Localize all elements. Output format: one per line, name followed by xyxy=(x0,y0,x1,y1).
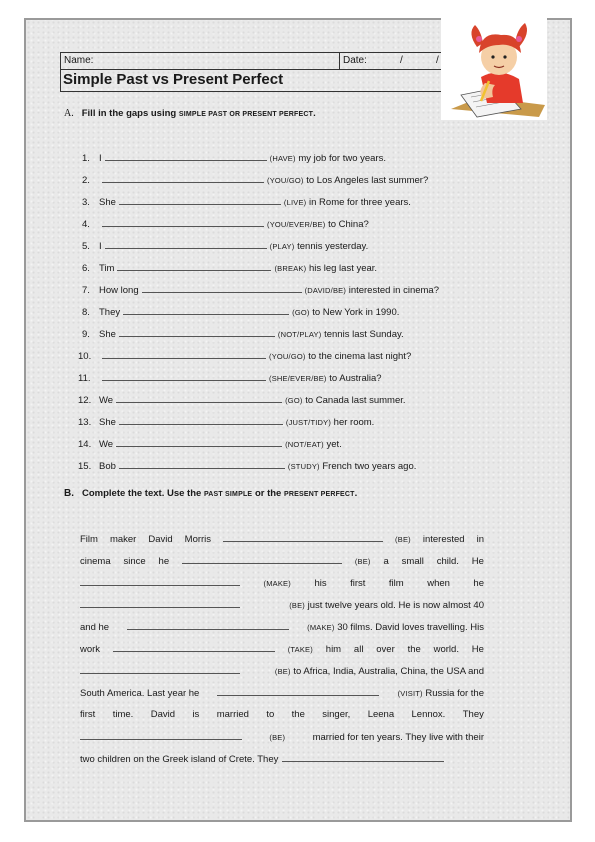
paragraph-text: child. xyxy=(436,556,459,567)
date-separator: / xyxy=(400,55,403,66)
name-label: Name: xyxy=(64,55,94,66)
instruction-term: PRESENT PERFECT xyxy=(283,491,355,498)
paragraph-text: him xyxy=(325,644,342,655)
verb-hint: (STUDY) xyxy=(287,462,320,471)
answer-blank[interactable] xyxy=(217,687,379,696)
answer-blank[interactable] xyxy=(105,152,267,161)
paragraph-line xyxy=(80,731,484,744)
sentence-text: Tim xyxy=(99,263,115,274)
exercise-sentence xyxy=(78,394,406,407)
verb-hint: (YOU/GO) xyxy=(267,176,304,185)
paragraph-line xyxy=(80,577,484,590)
paragraph-text: in xyxy=(476,534,484,545)
paragraph-text: married for ten years. They live with their xyxy=(312,732,484,743)
verb-hint: (BREAK) xyxy=(274,264,307,273)
verb-hint-text: (MAKE) 30 films. David loves travelling. His xyxy=(307,622,484,633)
answer-blank[interactable] xyxy=(116,394,282,403)
sentence-text: to the cinema last night? xyxy=(305,351,412,362)
paragraph-text: Leena xyxy=(367,709,395,720)
paragraph-text: all xyxy=(353,644,364,655)
paragraph-text: cinema xyxy=(80,556,111,567)
section-b-instruction xyxy=(64,488,357,499)
sentence-text: interested in cinema? xyxy=(346,285,440,296)
paragraph-text: his xyxy=(314,578,327,589)
answer-blank[interactable] xyxy=(123,306,289,315)
paragraph-line xyxy=(80,599,484,612)
verb-hint: (NOT/PLAY) xyxy=(277,330,322,339)
answer-blank[interactable] xyxy=(116,438,282,447)
verb-hint-text: (BE) xyxy=(269,733,286,742)
section-a-instruction xyxy=(64,108,316,119)
paragraph-text: over xyxy=(376,644,395,655)
paragraph-text: he xyxy=(158,556,170,567)
exercise-sentence xyxy=(82,152,386,165)
section-letter: A. xyxy=(64,108,74,119)
sentence-text: in Rome for three years. xyxy=(306,197,411,208)
instruction-text: . xyxy=(313,108,316,119)
exercise-sentence xyxy=(82,174,428,187)
verb-hint: (GO) xyxy=(285,396,303,405)
instruction-text: or the xyxy=(252,488,284,499)
paragraph-text: David xyxy=(150,709,176,720)
answer-blank[interactable] xyxy=(102,350,266,359)
sentence-number: 14. xyxy=(78,439,92,450)
sentence-number: 12. xyxy=(78,395,92,406)
verb-hint: (GO) xyxy=(292,308,310,317)
answer-blank[interactable] xyxy=(223,533,383,542)
sentence-number: 2. xyxy=(82,175,90,186)
paragraph-text: interested xyxy=(422,534,465,545)
verb-hint-text: (BE) to Africa, India, Australia, China, the USA and xyxy=(274,666,484,677)
sentence-text: to China? xyxy=(325,219,369,230)
sentence-text: my job for two years. xyxy=(295,153,386,164)
paragraph-line xyxy=(80,555,484,568)
sentence-text: She xyxy=(99,329,116,340)
verb-hint: (PLAY) xyxy=(269,242,295,251)
section-letter: B. xyxy=(64,488,74,499)
sentence-text: tennis last Sunday. xyxy=(321,329,404,340)
paragraph-text: when xyxy=(427,578,450,589)
paragraph-text: to xyxy=(266,709,275,720)
instruction-text: . xyxy=(354,488,358,499)
exercise-sentence xyxy=(82,284,439,297)
sentence-number: 11. xyxy=(78,373,91,384)
header-box xyxy=(60,52,492,92)
sentence-text: to Australia? xyxy=(326,373,382,384)
paragraph-text: They xyxy=(462,709,484,720)
exercise-sentence xyxy=(82,306,399,319)
sentence-text: She xyxy=(99,417,116,428)
paragraph-text: South America. Last year he xyxy=(80,688,200,699)
sentence-number: 8. xyxy=(82,307,90,318)
sentence-text: to Los Angeles last summer? xyxy=(303,175,429,186)
instruction-term: SIMPLE PAST xyxy=(178,111,228,118)
verb-hint: (HAVE) xyxy=(269,154,296,163)
sentence-text: tennis yesterday. xyxy=(294,241,369,252)
paragraph-text: singer, xyxy=(322,709,351,720)
date-label: Date: xyxy=(343,55,367,66)
instruction-text: Fill in the gaps using xyxy=(81,108,179,119)
sentence-text: I xyxy=(99,241,102,252)
answer-blank[interactable] xyxy=(80,665,240,674)
sentence-text: They xyxy=(99,307,121,318)
paragraph-line xyxy=(80,665,484,678)
paragraph-text: a xyxy=(383,556,389,567)
verb-hint: (LIVE) xyxy=(283,198,307,207)
paragraph-text: first xyxy=(350,578,366,589)
sentence-text: to Canada last summer. xyxy=(302,395,406,406)
answer-blank[interactable] xyxy=(119,196,281,205)
page-title: Simple Past vs Present Perfect xyxy=(63,71,284,88)
verb-hint-text: (BE) xyxy=(395,535,411,544)
answer-blank[interactable] xyxy=(119,416,283,425)
name-date-row xyxy=(61,53,491,70)
girl-writing-illustration xyxy=(441,17,547,120)
exercise-sentence xyxy=(78,460,416,473)
paragraph-line xyxy=(80,753,484,766)
answer-blank[interactable] xyxy=(182,555,342,564)
verb-hint-text: (TAKE) xyxy=(287,645,313,654)
paragraph-text: two children on the Greek island of Crete. They xyxy=(80,754,279,765)
sentence-text: Bob xyxy=(99,461,116,472)
paragraph-text: film xyxy=(388,578,404,589)
answer-blank[interactable] xyxy=(117,262,271,271)
sentence-number: 3. xyxy=(82,197,90,208)
answer-blank[interactable] xyxy=(102,174,264,183)
verb-hint: (NOT/EAT) xyxy=(285,440,324,449)
exercise-sentence xyxy=(82,196,411,209)
instruction-term: PAST SIMPLE xyxy=(203,491,253,498)
paragraph-text: maker xyxy=(109,534,137,545)
answer-blank[interactable] xyxy=(80,599,240,608)
exercise-sentence xyxy=(78,372,382,385)
verb-hint-text: (MAKE) xyxy=(263,579,291,588)
paragraph-line xyxy=(80,533,484,546)
paragraph-text: the xyxy=(291,709,305,720)
paragraph-text: is xyxy=(192,709,200,720)
paragraph-text: world. xyxy=(433,644,459,655)
verb-hint-text: (BE) just twelve years old. He is now almost 40 xyxy=(289,600,484,611)
sentence-number: 13. xyxy=(78,417,92,428)
paragraph-text: Film xyxy=(80,534,98,545)
verb-hint-text: (VISIT) Russia for the xyxy=(397,688,484,699)
answer-blank[interactable] xyxy=(105,240,267,249)
verb-hint-text: (BE) xyxy=(354,557,371,566)
paragraph-text: since xyxy=(123,556,146,567)
sentence-number: 7. xyxy=(82,285,90,296)
answer-blank[interactable] xyxy=(282,753,444,762)
verb-hint: (SHE/EVER/BE) xyxy=(269,374,327,383)
sentence-number: 9. xyxy=(82,329,90,340)
sentence-text: yet. xyxy=(323,439,342,450)
sentence-number: 4. xyxy=(82,219,90,230)
sentence-text: I xyxy=(99,153,102,164)
sentence-text: her room. xyxy=(331,417,375,428)
sentence-text: We xyxy=(99,439,114,450)
sentence-number: 1. xyxy=(82,153,90,164)
exercise-sentence xyxy=(82,328,404,341)
verb-hint: (JUST/TIDY) xyxy=(285,418,332,427)
answer-blank[interactable] xyxy=(102,372,266,381)
sentence-text: She xyxy=(99,197,116,208)
paragraph-text: first xyxy=(80,709,96,720)
answer-blank[interactable] xyxy=(142,284,302,293)
sentence-text: his leg last year. xyxy=(306,263,378,274)
sentence-text: French two years ago. xyxy=(319,461,417,472)
name-field[interactable] xyxy=(61,53,340,69)
paragraph-text: He xyxy=(471,644,484,655)
sentence-number: 15. xyxy=(78,461,92,472)
answer-blank[interactable] xyxy=(102,218,264,227)
date-separator: / xyxy=(436,55,439,66)
sentence-number: 10. xyxy=(78,351,92,362)
paragraph-text: he xyxy=(473,578,484,589)
instruction-text: OR xyxy=(227,111,243,118)
paragraph-text: the xyxy=(407,644,421,655)
paragraph-line xyxy=(80,687,484,700)
exercise-sentence xyxy=(82,262,377,275)
paragraph-text: Morris xyxy=(184,534,212,545)
paragraph-line xyxy=(80,643,484,656)
answer-blank[interactable] xyxy=(119,460,285,469)
sentence-number: 5. xyxy=(82,241,90,252)
sentence-text: to New York in 1990. xyxy=(309,307,400,318)
verb-hint: (YOU/GO) xyxy=(269,352,306,361)
sentence-number: 6. xyxy=(82,263,90,274)
paragraph-line xyxy=(80,621,484,634)
exercise-sentence xyxy=(82,240,368,253)
verb-hint: (DAVID/BE) xyxy=(304,286,347,295)
exercise-sentence xyxy=(78,438,342,451)
exercise-sentence xyxy=(82,218,369,231)
exercise-sentence xyxy=(78,416,374,429)
paragraph-text: time. xyxy=(112,709,134,720)
paragraph-text: He xyxy=(471,556,484,567)
answer-blank[interactable] xyxy=(127,621,289,630)
answer-blank[interactable] xyxy=(80,577,240,586)
exercise-sentence xyxy=(78,350,411,363)
answer-blank[interactable] xyxy=(119,328,275,337)
sentence-text: We xyxy=(99,395,114,406)
verb-hint: (YOU/EVER/BE) xyxy=(267,220,326,229)
paragraph-text: Lennox. xyxy=(411,709,446,720)
paragraph-text: David xyxy=(148,534,173,545)
paragraph-text: work xyxy=(80,644,101,655)
answer-blank[interactable] xyxy=(80,731,242,740)
paragraph-text: small xyxy=(401,556,424,567)
paragraph-text: and he xyxy=(80,622,110,633)
instruction-term: PRESENT PERFECT xyxy=(242,111,314,118)
paragraph-line xyxy=(80,709,484,721)
paragraph-text: married xyxy=(216,709,249,720)
instruction-text: Complete the text. Use the xyxy=(82,488,204,499)
answer-blank[interactable] xyxy=(113,643,275,652)
sentence-text: How long xyxy=(99,285,139,296)
